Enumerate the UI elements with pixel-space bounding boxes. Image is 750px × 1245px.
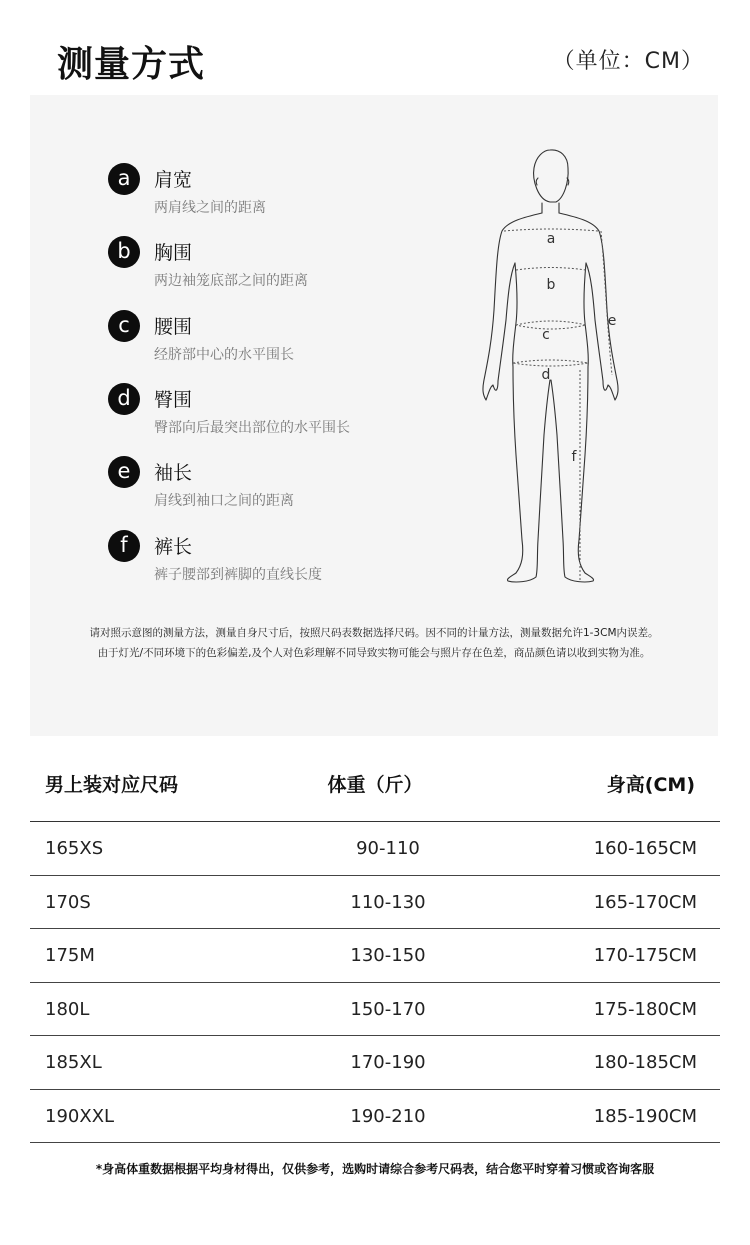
measurement-desc: 两肩线之间的距离 <box>154 200 266 216</box>
measurement-desc: 两边袖笼底部之间的距离 <box>154 273 308 289</box>
measurement-note-2: 由于灯光/不同环境下的色彩偏差,及个人对色彩理解不同导致实物可能会与照片存在色差，商品颜色请以收到实物为准。 <box>97 647 651 659</box>
figure-label-c: c <box>542 327 550 343</box>
measurement-panel <box>30 95 718 736</box>
header-size: 男上装对应尺码 <box>45 774 179 796</box>
body-figure-illustration <box>480 145 660 590</box>
cell-weight: 90-110 <box>356 838 420 859</box>
measurement-title: 肩宽 <box>154 169 193 191</box>
figure-label-f: f <box>571 449 577 465</box>
figure-label-a: a <box>546 231 556 247</box>
table-header-row <box>30 758 720 822</box>
badge-d: d <box>108 383 140 415</box>
badge-f: f <box>108 530 140 562</box>
table-row <box>30 1036 720 1090</box>
badge-b: b <box>108 236 140 268</box>
header <box>0 0 750 95</box>
badge-e: e <box>108 456 140 488</box>
cell-height: 180-185CM <box>593 1052 697 1073</box>
cell-height: 160-165CM <box>593 838 697 859</box>
cell-size: 185XL <box>45 1052 102 1073</box>
page-title: 测量方式 <box>57 44 206 85</box>
measurement-desc: 臀部向后最突出部位的水平围长 <box>154 420 350 436</box>
cell-size: 170S <box>45 891 91 913</box>
figure-label-d: d <box>541 367 551 383</box>
measurement-title: 裤长 <box>154 536 193 558</box>
figure-label-b: b <box>546 277 556 293</box>
measurement-item-chest <box>108 236 428 292</box>
cell-weight: 150-170 <box>350 998 426 1020</box>
cell-weight: 190-210 <box>350 1105 426 1127</box>
measurement-item-hip <box>108 383 428 439</box>
table-row <box>30 876 720 930</box>
footnote: *身高体重数据根据平均身材得出，仅供参考，选购时请综合参考尺码表，结合您平时穿着习惯或咨询客服 <box>95 1162 655 1176</box>
measurement-item-shoulder <box>108 163 428 219</box>
measurement-desc: 经脐部中心的水平围长 <box>154 347 294 363</box>
table-row <box>30 929 720 983</box>
cell-size: 190XXL <box>45 1105 115 1127</box>
figure-label-e: e <box>607 313 617 329</box>
cell-size: 175M <box>45 945 95 966</box>
cell-size: 180L <box>45 998 90 1020</box>
measurement-title: 胸围 <box>154 242 193 264</box>
measurement-desc: 裤子腰部到裤脚的直线长度 <box>154 567 322 583</box>
badge-a: a <box>108 163 140 195</box>
size-table <box>30 758 720 1143</box>
cell-height: 185-190CM <box>593 1105 697 1127</box>
cell-height: 170-175CM <box>593 945 697 966</box>
table-row <box>30 983 720 1037</box>
measurement-title: 臀围 <box>154 389 193 411</box>
cell-weight: 110-130 <box>350 891 426 913</box>
measurement-note-1: 请对照示意图的测量方法，测量自身尺寸后，按照尺码表数据选择尺码。因不同的计量方法，测量数据允许1-3CM内误差。 <box>89 627 659 639</box>
cell-height: 165-170CM <box>593 891 697 913</box>
measurement-item-waist <box>108 310 428 366</box>
measurement-title: 腰围 <box>154 316 193 338</box>
cell-weight: 130-150 <box>350 945 426 966</box>
unit-label: （单位：CM） <box>552 49 704 74</box>
badge-c: c <box>108 310 140 342</box>
cell-size: 165XS <box>45 838 104 859</box>
measurement-title: 袖长 <box>154 462 193 484</box>
cell-weight: 170-190 <box>350 1052 426 1073</box>
table-row <box>30 822 720 876</box>
table-row <box>30 1090 720 1144</box>
measurement-desc: 肩线到袖口之间的距离 <box>154 493 294 509</box>
header-height: 身高(CM) <box>606 774 695 796</box>
measurement-item-pants <box>108 530 428 586</box>
header-weight: 体重（斤） <box>327 774 423 796</box>
measurement-item-sleeve <box>108 456 428 512</box>
cell-height: 175-180CM <box>593 998 697 1020</box>
